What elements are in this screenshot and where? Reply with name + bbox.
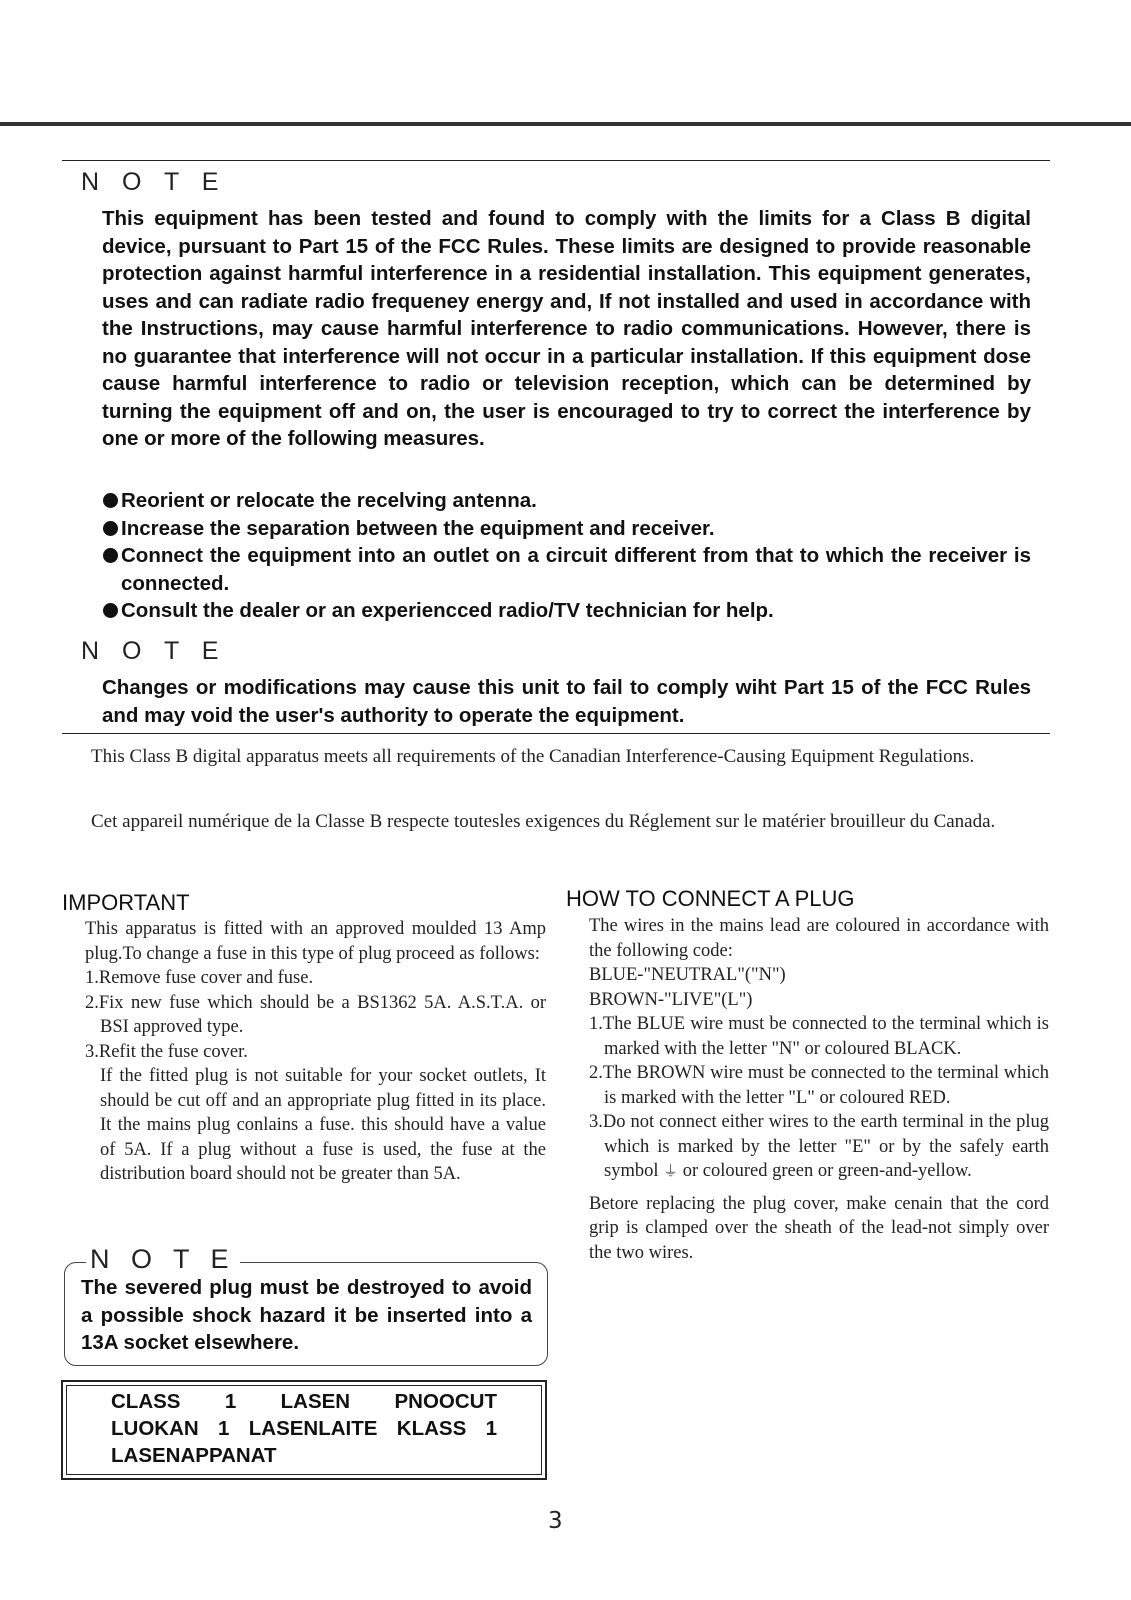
- bullet-icon: [103, 603, 118, 618]
- note-section-bottom-rule: [62, 733, 1050, 734]
- important-step-2: 2.Fix new fuse which should be a BS1362 5A. A.S.T.A. or BSI approved type.: [85, 992, 546, 1037]
- top-rule: [0, 122, 1131, 126]
- laser-line-2: LUOKAN 1 LASENLAITE KLASS 1: [111, 1417, 497, 1440]
- note-label: N O T E: [81, 168, 227, 196]
- note-label: N O T E: [81, 637, 227, 665]
- laser-line-1: CLASS 1 LASEN PNOOCUT: [111, 1390, 497, 1413]
- earth-symbol-icon: ⏚: [663, 1162, 679, 1180]
- wire-code-brown: BROWN-"LIVE"(L"): [589, 989, 753, 1010]
- canada-english-statement: This Class B digital apparatus meets all requirements of the Canadian Interference-Causing Equipment Regulations.: [91, 746, 975, 767]
- plug-step-2: 2.The BROWN wire must be connected to the terminal which is marked with the letter "L" or coloured RED.: [589, 1063, 1049, 1108]
- list-item: Consult the dealer or an experiencced radio/TV technician for help.: [102, 597, 1031, 625]
- laser-line-3: LASENAPPANAT: [111, 1444, 277, 1467]
- modifications-warning: Changes or modifications may cause this unit to fail to comply wiht Part 15 of the FCC Rules and may void the user's authority to operate the equipment.: [102, 676, 1031, 727]
- important-body: [85, 917, 546, 1187]
- list-item: Connect the equipment into an outlet on a circuit different from that to which the receiver is connected.: [102, 542, 1031, 597]
- note-section-top-rule: [62, 160, 1050, 161]
- important-heading: IMPORTANT: [62, 890, 190, 915]
- plug-closing-note: Betore replacing the plug cover, make cenain that the cord grip is clamped over the sheath of the lead-not simply over the two wires.: [589, 1193, 1049, 1263]
- plug-step-3: 3.Do not connect either wires to the earth terminal in the plug which is marked by the letter "E" or by the safely earth symbol ⏚ or coloured green or green-and-yellow.: [589, 1112, 1049, 1181]
- interference-measures-list: [102, 487, 1031, 625]
- wire-code-intro: The wires in the mains lead are coloured in accordance with the following code:: [589, 916, 1049, 961]
- important-step-1: 1.Remove fuse cover and fuse.: [85, 968, 314, 988]
- bullet-icon: [103, 521, 118, 536]
- canada-french-statement: Cet appareil numérique de la Classe B respecte toutesles exigences du Réglement sur le matérier brouilleur du Canada.: [91, 811, 996, 832]
- important-extra: If the fitted plug is not suitable for your socket outlets, It should be cut off and an appropriate plug fitted in its place. It the mains plug conlains a fuse. this should have a value of 5A. If a plug without a fuse is used, the fuse at the distribution board should not be greater than 5A.: [100, 1066, 546, 1184]
- wire-code-blue: BLUE-"NEUTRAL"("N"): [589, 965, 786, 985]
- laser-label-text: [111, 1388, 497, 1469]
- list-item: Reorient or relocate the recelving antenna.: [102, 487, 1031, 515]
- important-step-3: 3.Refit the fuse cover.: [85, 1041, 248, 1062]
- bullet-icon: [103, 548, 118, 563]
- severed-plug-warning: The severed plug must be destroyed to avoid a possible shock hazard it be inserted into a 13A socket elsewhere.: [81, 1276, 532, 1354]
- list-item: Increase the separation between the equipment and receiver.: [102, 515, 1031, 543]
- important-intro: This apparatus is fitted with an approved moulded 13 Amp plug.To change a fuse in this type of plug proceed as follows:: [85, 919, 546, 964]
- bullet-icon: [103, 493, 118, 508]
- fcc-compliance-paragraph: This equipment has been tested and found to comply with the limits for a Class B digital device, pursuant to Part 15 of the FCC Rules. These limits are designed to provide reasonable protection against harmful interference in a residential installation. This equipment generates, uses and can radiate radio frequeney energy and, If not installed and used in accordance with the Instructions, may cause harmful interference to radio communications. However, there is no guarantee that interference will not occur in a particular installation. If this equipment dose cause harmful interference to radio or television reception, which can be determined by turning the equipment off and on, the user is encouraged to try to correct the interference by one or more of the following measures.: [102, 207, 1031, 450]
- note-label: N O T E: [86, 1244, 240, 1275]
- connect-plug-heading: HOW TO CONNECT A PLUG: [566, 886, 855, 911]
- page-number: 3: [548, 1508, 563, 1534]
- plug-step-1: 1.The BLUE wire must be connected to the terminal which is marked with the letter "N" or coloured BLACK.: [589, 1014, 1049, 1059]
- connect-plug-body: [589, 914, 1049, 1265]
